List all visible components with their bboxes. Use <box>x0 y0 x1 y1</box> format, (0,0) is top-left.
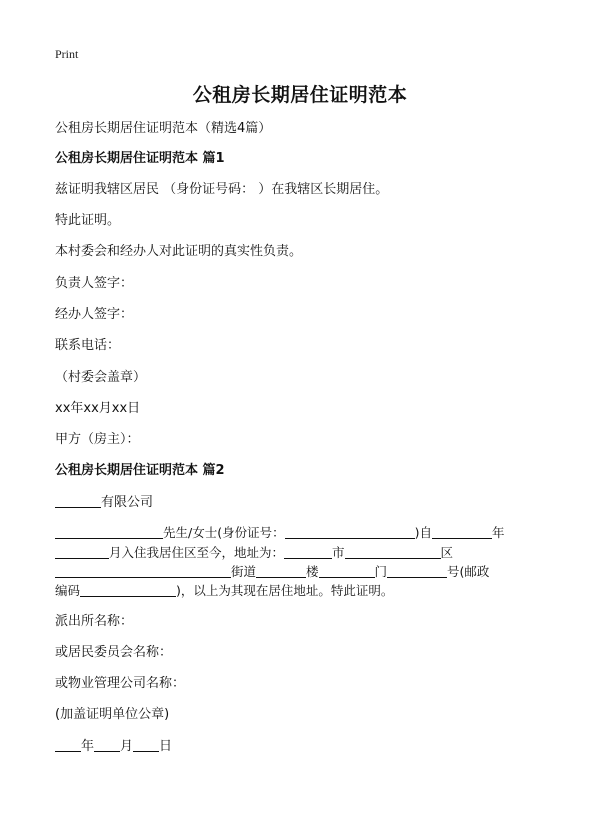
paragraph-line4 <box>55 583 393 599</box>
blank-unit <box>319 564 375 578</box>
blank-year <box>432 525 492 539</box>
blank-company <box>55 494 101 508</box>
p4-text-b: )，以上为其现在居住地址。特此证明。 <box>176 583 394 598</box>
p4-text-a: 编码 <box>55 583 81 598</box>
section1-line5: 经办人签字： <box>55 307 134 322</box>
company-line <box>55 494 153 511</box>
date-day-label: 日 <box>159 739 173 754</box>
date-month-label: 月 <box>120 739 134 754</box>
section1-heading: 公租房长期居住证明范本 篇1 <box>55 151 225 166</box>
p2-text-a: 月入住我居住区至今，地址为： <box>109 545 285 560</box>
p2-text-c: 区 <box>440 545 454 560</box>
print-link[interactable]: Print <box>55 47 79 61</box>
p3-text-d: 号(邮政 <box>447 564 490 579</box>
blank-id <box>285 525 415 539</box>
section1-line6: 联系电话： <box>55 338 121 353</box>
blank-date-year <box>55 738 81 752</box>
company-suffix: 有限公司 <box>101 495 154 510</box>
paragraph-line1 <box>55 525 505 541</box>
section1-line9: 甲方（房主）： <box>55 432 140 447</box>
p1-text-c: 年 <box>491 525 505 540</box>
committee-line: 或居民委员会名称： <box>55 645 173 660</box>
p3-text-a: 街道 <box>231 564 257 579</box>
p1-text-a: 先生/女士(身份证号： <box>163 525 285 540</box>
section1-line4: 负责人签字： <box>55 276 134 291</box>
section2-heading: 公租房长期居住证明范本 篇2 <box>55 463 225 478</box>
section1-line8: xx年xx月xx日 <box>55 401 141 416</box>
blank-building <box>256 564 306 578</box>
blank-date-month <box>94 738 120 752</box>
p3-text-c: 门 <box>374 564 388 579</box>
blank-city <box>284 545 332 559</box>
section1-line2: 特此证明。 <box>55 213 121 228</box>
section1-line3: 本村委会和经办人对此证明的真实性负责。 <box>55 244 303 259</box>
date-year-label: 年 <box>81 739 95 754</box>
p1-text-b: )自 <box>414 525 432 540</box>
blank-postcode <box>80 583 176 597</box>
date-line <box>55 738 172 755</box>
section1-line7: （村委会盖章） <box>55 370 147 385</box>
blank-month <box>55 545 109 559</box>
p2-text-b: 市 <box>332 545 345 560</box>
p3-text-b: 楼 <box>306 564 319 579</box>
blank-district <box>345 545 441 559</box>
seal-line: (加盖证明单位公章) <box>55 707 170 722</box>
paragraph-line3 <box>55 564 489 580</box>
blank-number <box>387 564 447 578</box>
blank-street <box>55 564 231 578</box>
blank-date-day <box>133 738 159 752</box>
section1-line1: 兹证明我辖区居民 （身份证号码： ）在我辖区长期居住。 <box>55 182 389 197</box>
page-title: 公租房长期居住证明范本 <box>192 84 408 106</box>
police-station-line: 派出所名称： <box>55 614 134 629</box>
subtitle: 公租房长期居住证明范本（精选4篇） <box>55 121 272 136</box>
paragraph-line2 <box>55 545 453 561</box>
property-company-line: 或物业管理公司名称： <box>55 676 186 691</box>
blank-name <box>55 525 163 539</box>
